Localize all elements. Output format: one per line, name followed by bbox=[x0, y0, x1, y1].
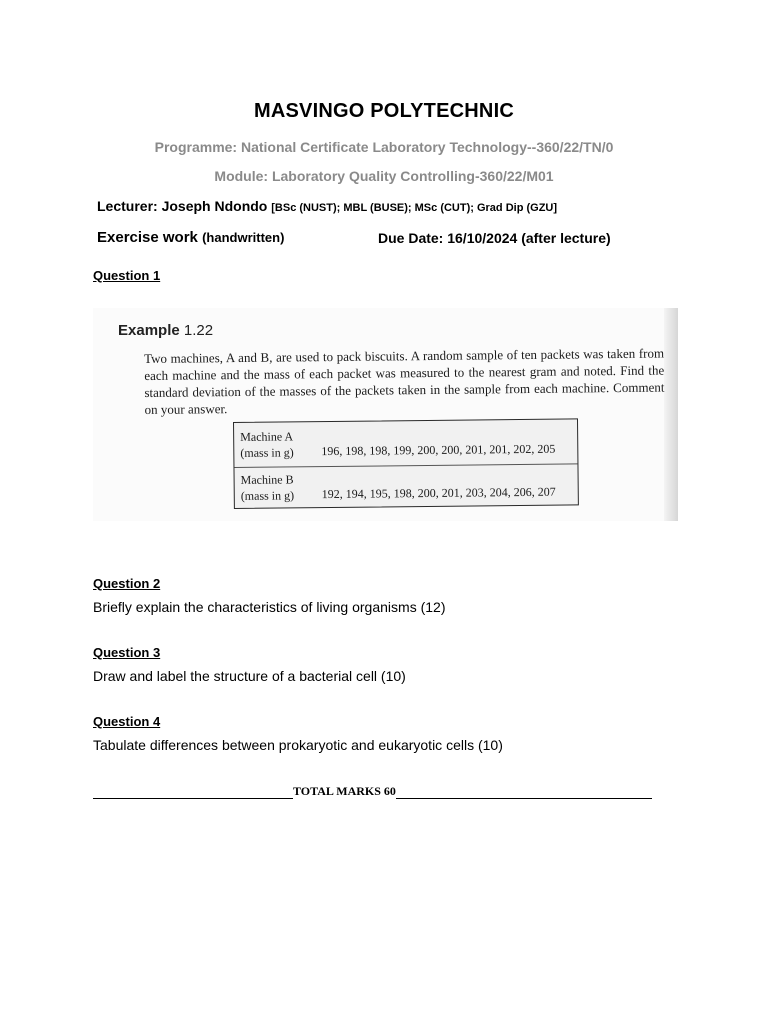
machine-values: 192, 194, 195, 198, 200, 201, 203, 204, 206, 207 bbox=[321, 484, 556, 502]
institution-title: MASVINGO POLYTECHNIC bbox=[254, 100, 514, 122]
question-3-text: Draw and label the structure of a bacterial cell (10) bbox=[93, 668, 406, 684]
exercise-line bbox=[97, 229, 284, 246]
machine-name bbox=[241, 471, 295, 504]
lecturer-qualifications: [BSc (NUST); MBL (BUSE); MSc (CUT); Grad Dip (GZU] bbox=[271, 202, 558, 214]
exercise-note: (handwritten) bbox=[202, 230, 285, 245]
question-4-text: Tabulate differences between prokaryotic and eukaryotic cells (10) bbox=[93, 737, 503, 753]
left-rule bbox=[93, 788, 293, 799]
machine-name bbox=[240, 428, 294, 461]
example-text: Two machines, A and B, are used to pack biscuits. A random sample of ten packets was taken from each machine and the mass of each packet was measured to the nearest gram and noted. Find the standard deviation of the masses of the packets taken in the sample from each machine. Comment on your answer. bbox=[144, 345, 665, 417]
machine-label: Machine B bbox=[240, 472, 294, 487]
question-3-heading: Question 3 bbox=[93, 645, 161, 660]
table-row bbox=[234, 421, 577, 465]
machine-mass-table bbox=[233, 418, 579, 509]
total-marks: TOTAL MARKS 60 bbox=[293, 784, 396, 798]
textbook-excerpt bbox=[93, 308, 678, 521]
question-1-heading: Question 1 bbox=[93, 268, 161, 283]
example-number: 1.22 bbox=[183, 322, 214, 339]
lecturer-name: Lecturer: Joseph Ndondo bbox=[97, 198, 268, 214]
question-4-heading: Question 4 bbox=[93, 714, 161, 729]
question-2-text: Briefly explain the characteristics of living organisms (12) bbox=[93, 599, 446, 615]
machine-values: 196, 198, 198, 199, 200, 200, 201, 201, 202, 205 bbox=[321, 441, 556, 459]
total-marks-line bbox=[93, 784, 663, 799]
exercise-label: Exercise work bbox=[97, 229, 198, 246]
due-date: Due Date: 16/10/2024 (after lecture) bbox=[378, 230, 611, 246]
table-row bbox=[234, 463, 577, 508]
example-title bbox=[118, 322, 213, 339]
programme-line: Programme: National Certificate Laboratory Technology--360/22/TN/0 bbox=[154, 139, 614, 155]
machine-unit: (mass in g) bbox=[240, 488, 295, 503]
question-2-heading: Question 2 bbox=[93, 576, 161, 591]
example-label: Example bbox=[118, 322, 180, 339]
machine-label: Machine A bbox=[240, 429, 294, 444]
right-rule bbox=[396, 788, 652, 799]
scan-page-edge bbox=[664, 308, 678, 521]
module-line: Module: Laboratory Quality Controlling-360/22/M01 bbox=[214, 168, 554, 184]
lecturer-line bbox=[97, 198, 557, 214]
machine-unit: (mass in g) bbox=[240, 445, 294, 460]
